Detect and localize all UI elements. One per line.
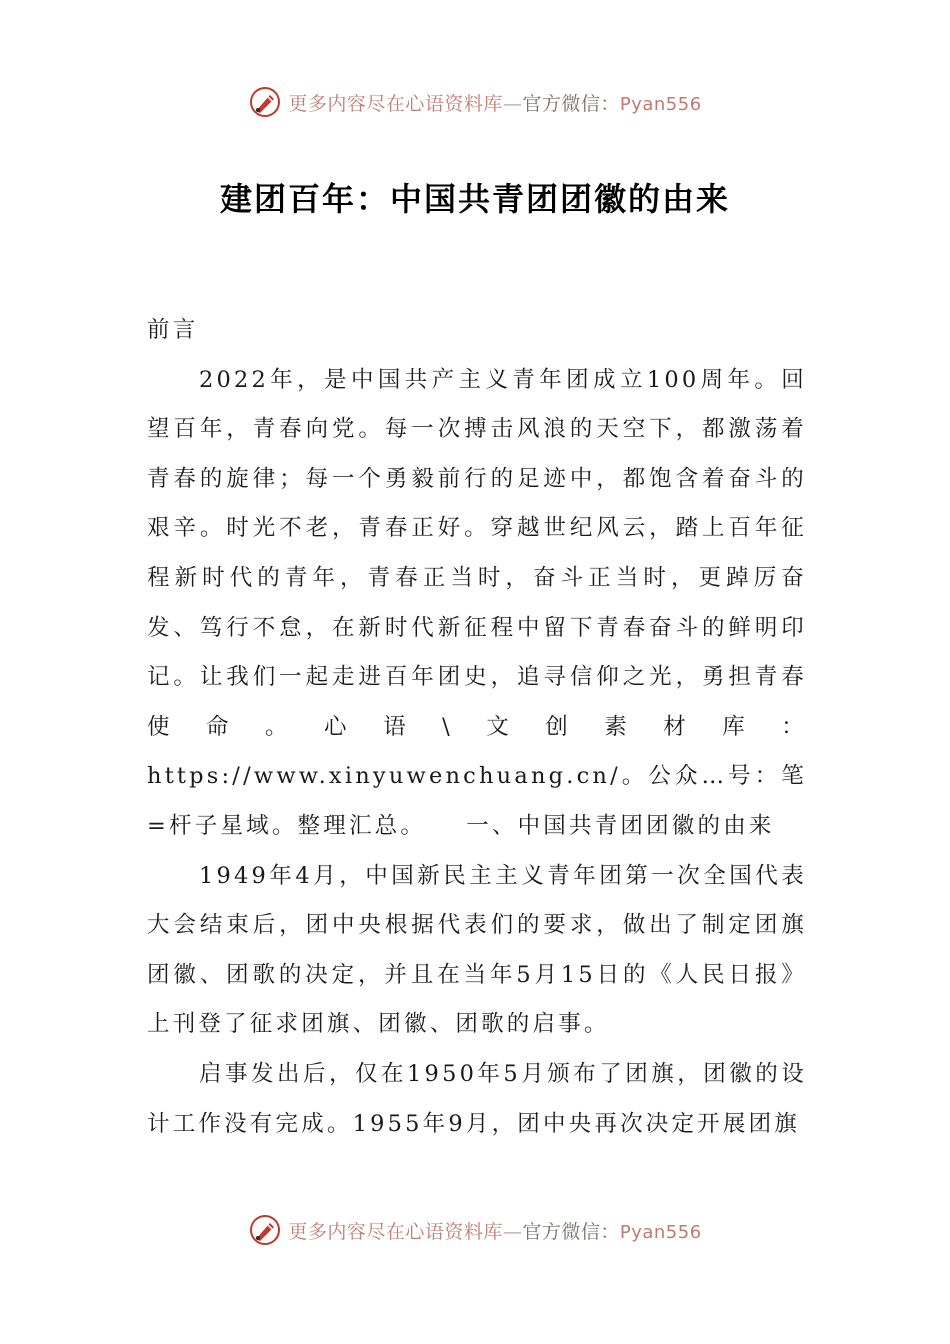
banner-main-text: 更多内容尽在心语资料库 [288, 1220, 503, 1243]
banner-dash: — [502, 92, 523, 115]
banner-dash: — [502, 1220, 523, 1243]
paragraph-2: 1949年4月，中国新民主主义青年团第一次全国代表大会结束后，团中央根据代表们的要求，做出了制定团旗团徽、团歌的决定，并且在当年5月15日的《人民日报》上刊登了征求团旗、团徽、团歌的启事。 [147, 862, 807, 1038]
banner-wechat-id: Pyan556 [619, 93, 702, 115]
banner-wechat-label: 官方微信： [522, 92, 620, 115]
header-watermark-banner [0, 82, 950, 122]
banner-text [288, 89, 701, 116]
document-title: 建团百年：中国共青团团徽的由来 [219, 180, 730, 218]
banner-main-text: 更多内容尽在心语资料库 [288, 92, 503, 115]
footer-watermark-banner [0, 1210, 950, 1250]
banner-wechat-label: 官方微信： [522, 1220, 620, 1243]
preface-heading: 前言 [147, 317, 199, 343]
pen-logo-icon [248, 1213, 282, 1247]
document-body [147, 306, 807, 1149]
paragraph-3: 启事发出后，仅在1950年5月颁布了团旗，团徽的设计工作没有完成。1955年9月，团中央再次决定开展团旗 [147, 1060, 807, 1137]
banner-wechat-id: Pyan556 [619, 1221, 702, 1243]
paragraph-1: 2022年，是中国共产主义青年团成立100周年。回望百年，青春向党。每一次搏击风浪的天空下，都激荡着青春的旋律；每一个勇毅前行的足迹中，都饱含着奋斗的艰辛。时光不老，青春正好。穿越世纪风云，踏上百年征程新时代的青年，青春正当时，奋斗正当时，更踔厉奋发、笃行不怠，在新时代新征程中留下青春奋斗的鲜明印记。让我们一起走进百年团史，追寻信仰之光，勇担青春使命。心语\文创素材库：https://www.xinyuwenchuang.cn/。公众…号：笔=杆子星域。整理汇总。 一、中国共青团团徽的由来 [147, 366, 807, 839]
banner-text [288, 1217, 701, 1244]
pen-logo-icon [248, 85, 282, 119]
